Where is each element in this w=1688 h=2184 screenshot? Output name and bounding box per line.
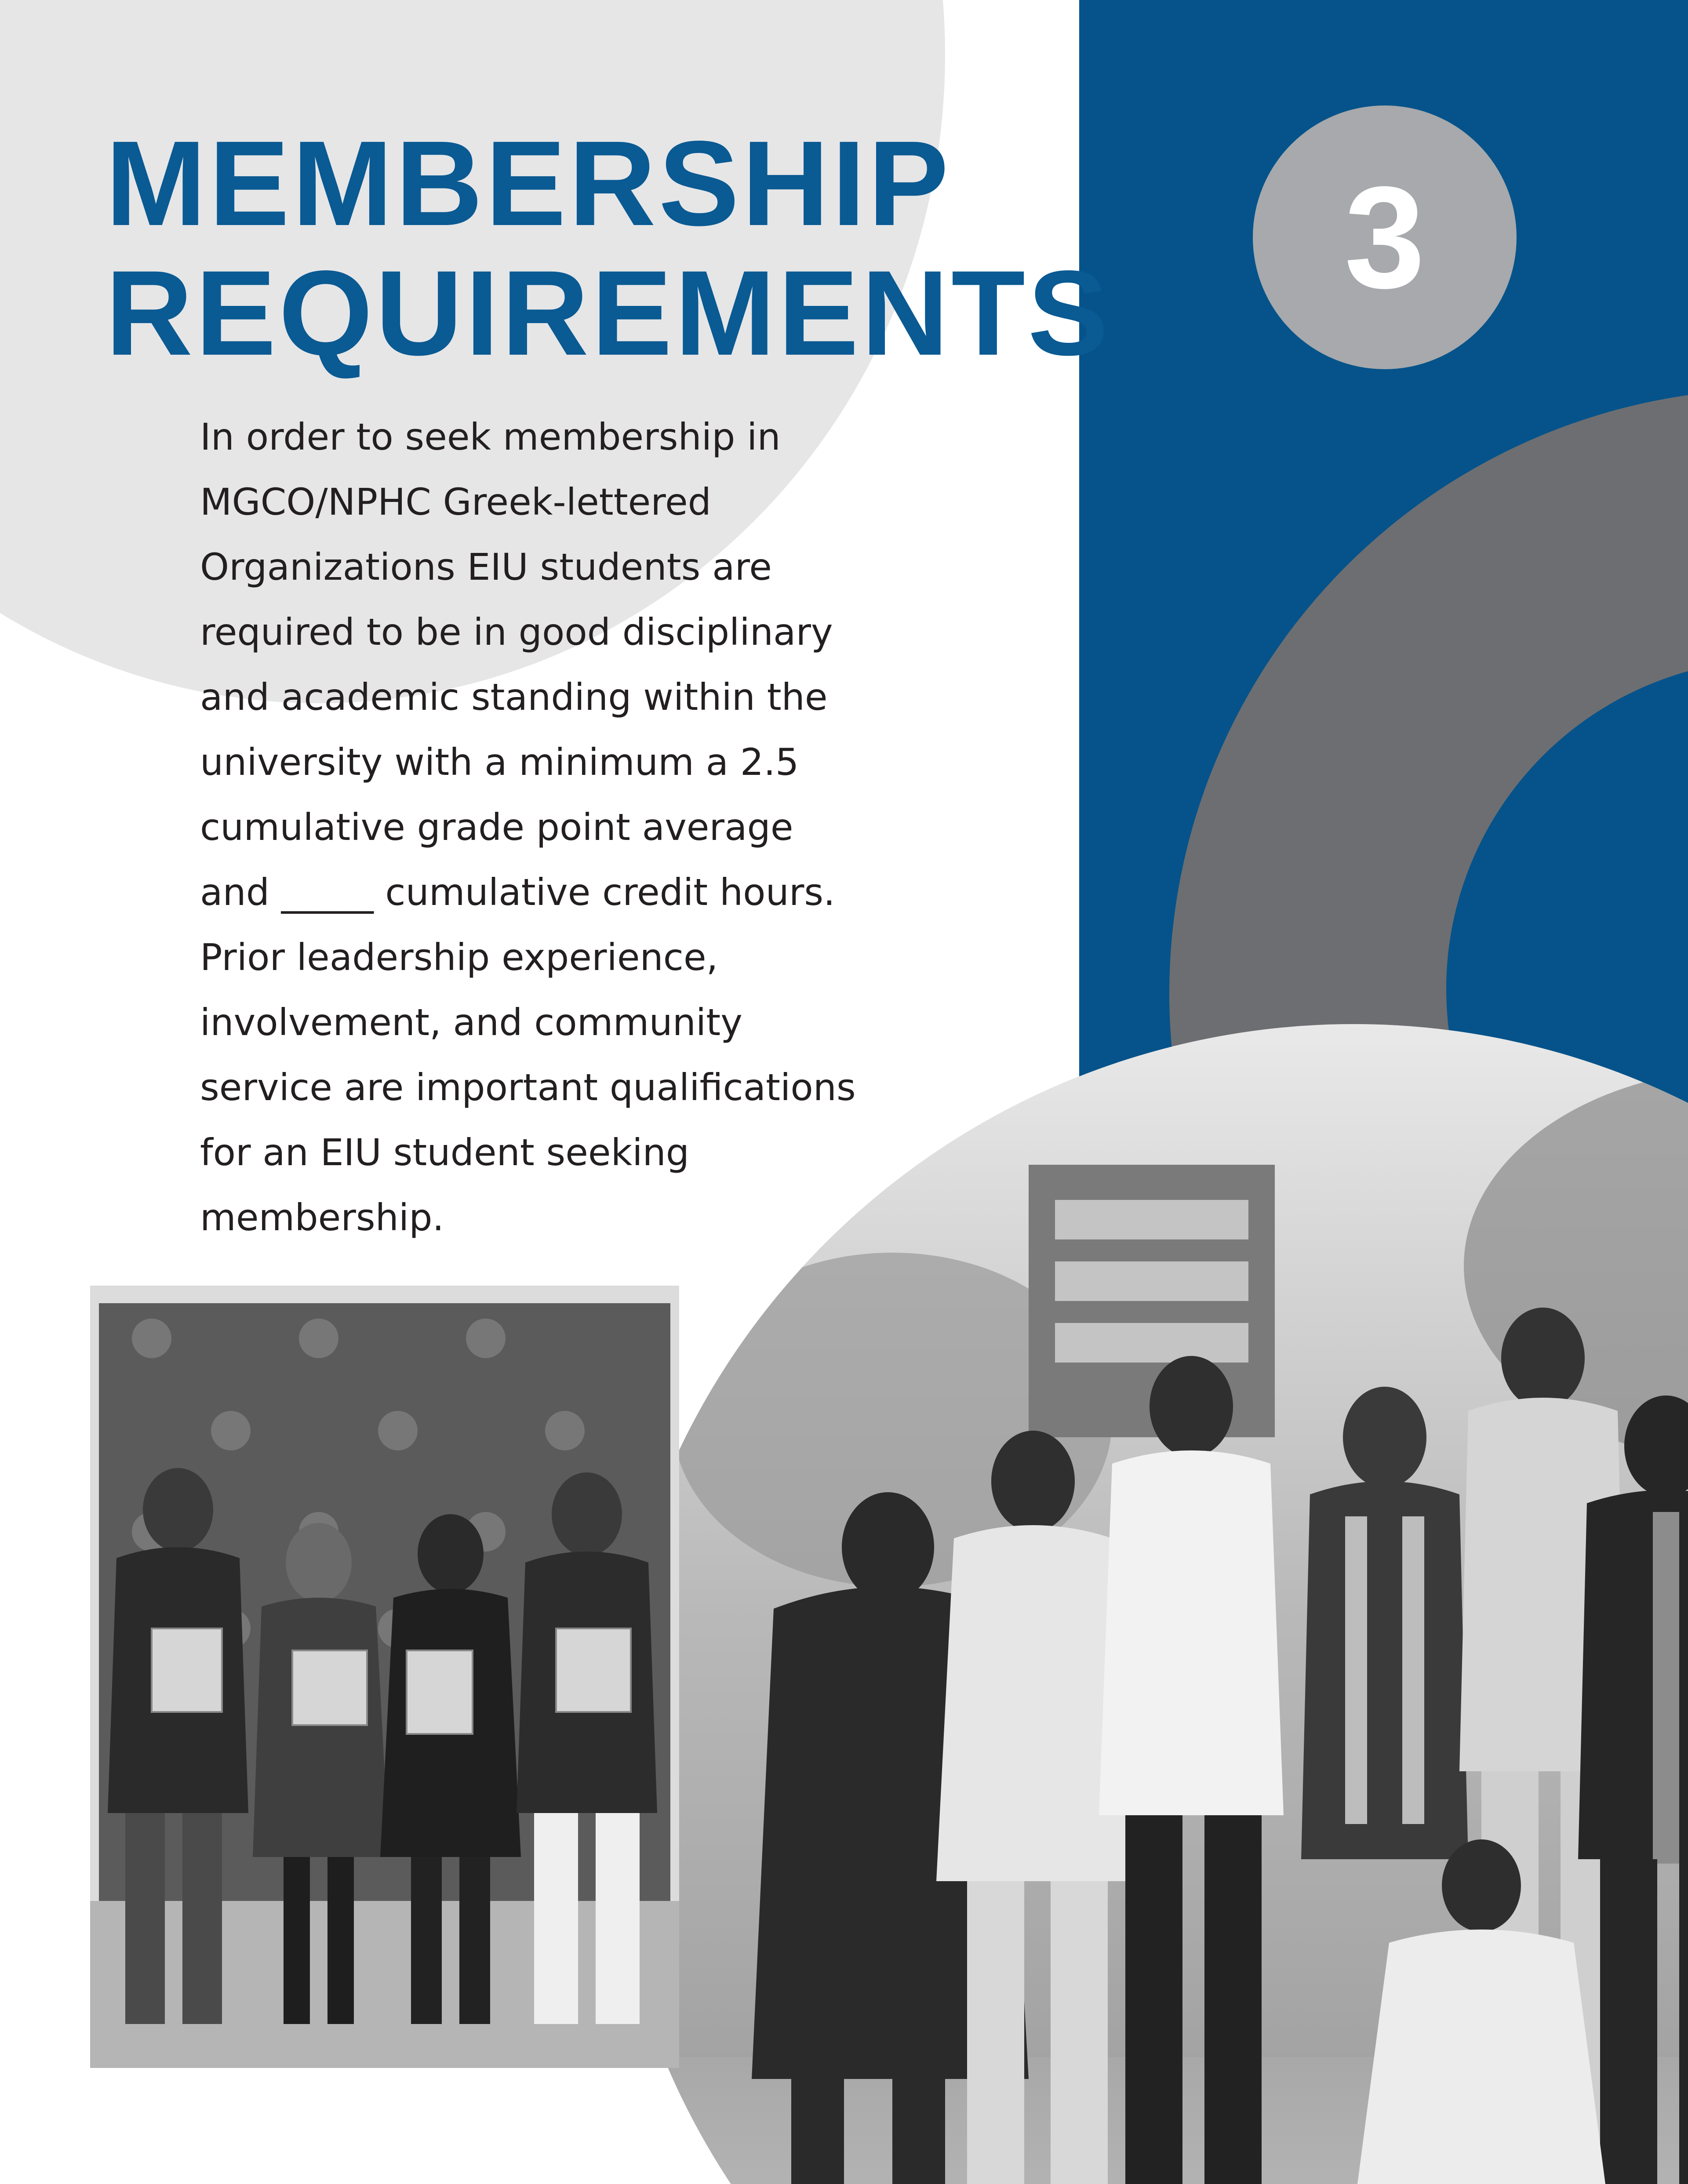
- body-line: and academic standing within the: [200, 676, 828, 719]
- body-line: service are important qualifications: [200, 1066, 856, 1109]
- page-number: 3: [1344, 156, 1425, 318]
- title-line-1: MEMBERSHIP: [106, 116, 952, 251]
- page-number-badge: [1253, 105, 1517, 369]
- body-line: Organizations EIU students are: [200, 545, 772, 589]
- body-line: cumulative grade point average: [200, 806, 793, 849]
- title-line-2: REQUIREMENTS: [106, 246, 1111, 381]
- body-line: Prior leadership experience,: [200, 936, 718, 979]
- body-line: required to be in good disciplinary: [200, 611, 833, 654]
- body-line: membership.: [200, 1196, 444, 1239]
- body-line: In order to seek membership in: [200, 415, 781, 458]
- requirements-paragraph: [200, 404, 982, 1250]
- body-line: MGCO/NPHC Greek-lettered: [200, 480, 711, 523]
- body-line: for an EIU student seeking: [200, 1131, 690, 1174]
- body-line: involvement, and community: [200, 1001, 742, 1044]
- page-title: [106, 116, 1111, 381]
- award-photo: [90, 1286, 679, 2068]
- award-photo-image: [90, 1286, 679, 2068]
- body-line: university with a minimum a 2.5: [200, 741, 799, 784]
- body-line: and _____ cumulative credit hours.: [200, 871, 835, 914]
